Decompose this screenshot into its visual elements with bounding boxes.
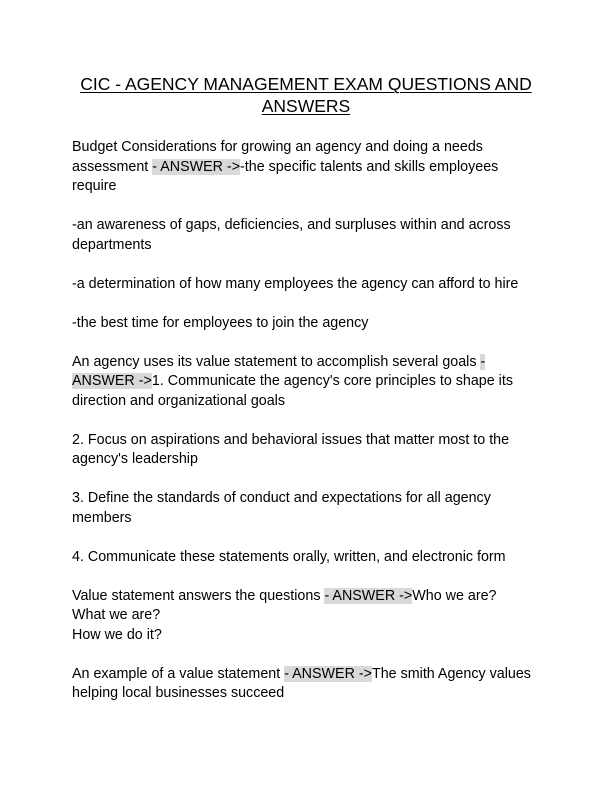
qa-paragraph <box>72 353 542 412</box>
question-text: An agency uses its value statement to accomplish several goals <box>72 353 481 370</box>
answer-text: The smith Agency values helping local businesses succeed <box>72 665 531 701</box>
question-text: Value statement answers the questions <box>72 587 325 604</box>
qa-paragraph <box>72 138 542 197</box>
text-paragraph: 3. Define the standards of conduct and expectations for all agency members <box>72 490 491 526</box>
question-text: Budget Considerations for growing an agency and doing a needs assessment <box>72 139 483 175</box>
answer-text: Who we are? <box>412 587 497 604</box>
text-paragraph: 2. Focus on aspirations and behavioral issues that matter most to the agency's leadership <box>72 431 510 467</box>
text-paragraph: -the best time for employees to join the agency <box>72 314 369 331</box>
answer-text: 1. Communicate the agency's core principles to shape its direction and organizational goals <box>72 373 513 409</box>
text-paragraph: 4. Communicate these statements orally, written, and electronic form <box>72 548 506 565</box>
answer-marker: - ANSWER -> <box>72 353 486 389</box>
answer-text: -the specific talents and skills employees require <box>72 158 499 194</box>
answer-line: What we are? <box>72 607 161 623</box>
document-body <box>72 138 542 723</box>
qa-paragraph <box>72 587 542 646</box>
qa-paragraph <box>72 665 542 704</box>
question-text: An example of a value statement <box>72 665 285 682</box>
answer-marker: - ANSWER -> <box>324 587 413 604</box>
answer-line: How we do it? <box>72 626 162 643</box>
document-title: CIC - AGENCY MANAGEMENT EXAM QUESTIONS AND ANSWERS <box>80 74 532 116</box>
answer-marker: - ANSWER -> <box>284 665 372 682</box>
answer-marker: - ANSWER -> <box>152 158 241 175</box>
text-paragraph: -an awareness of gaps, deficiencies, and surpluses within and across departments <box>72 217 511 253</box>
text-paragraph: -a determination of how many employees the agency can afford to hire <box>72 275 519 292</box>
